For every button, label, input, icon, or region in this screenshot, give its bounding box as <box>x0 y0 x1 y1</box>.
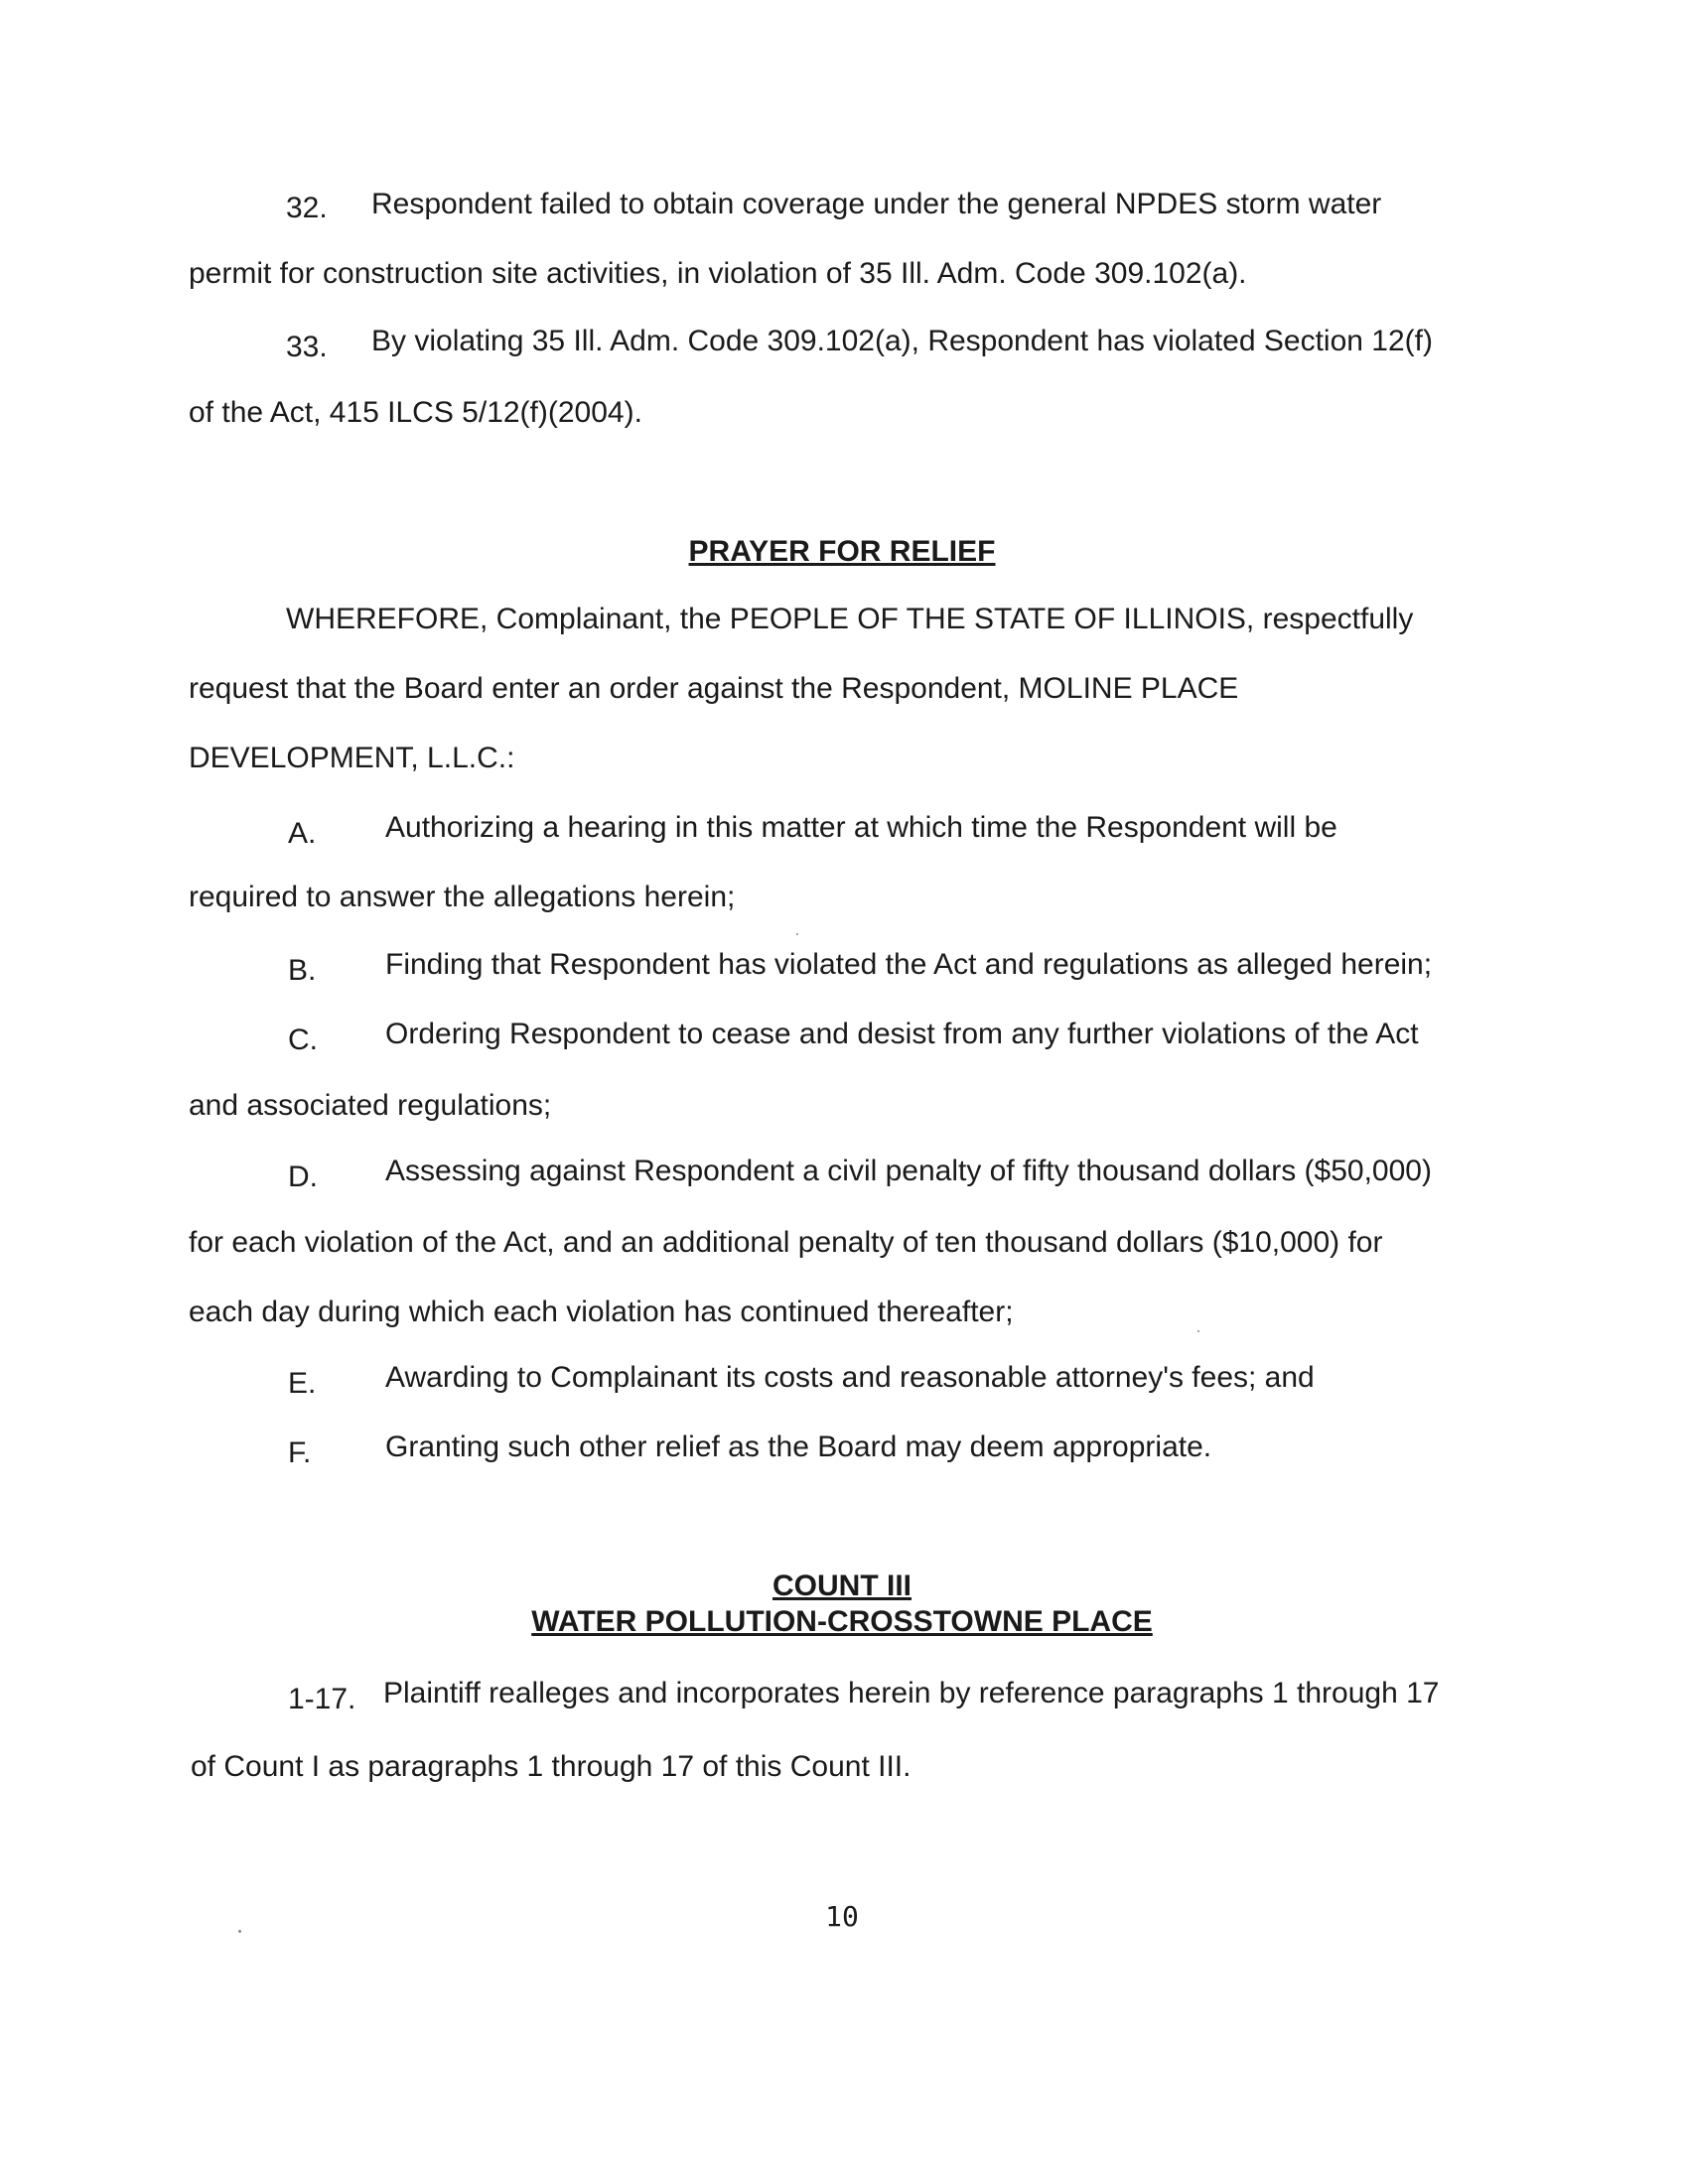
paragraph-text-line: Respondent failed to obtain coverage under the general NPDES storm water <box>371 188 1382 220</box>
item-text-line: Finding that Respondent has violated the Act and regulations as alleged herein; <box>385 948 1433 981</box>
scan-speck <box>1197 1330 1199 1332</box>
item-text-line: Awarding to Complainant its costs and reasonable attorney's fees; and <box>385 1361 1315 1394</box>
count-subheading: WATER POLLUTION-CROSSTOWNE PLACE <box>531 1605 1153 1638</box>
item-text-line: Assessing against Respondent a civil penalty of fifty thousand dollars ($50,000) <box>385 1155 1432 1187</box>
prayer-for-relief-heading: PRAYER FOR RELIEF <box>688 535 996 568</box>
scan-speck <box>238 1930 241 1933</box>
item-label: D. <box>288 1160 318 1193</box>
item-text-line: Ordering Respondent to cease and desist from any further violations of the Act <box>385 1018 1419 1050</box>
paragraph-text-line: of Count I as paragraphs 1 through 17 of this Count III. <box>191 1750 912 1783</box>
item-text-line: each day during which each violation has continued thereafter; <box>189 1296 1014 1328</box>
paragraph-text-line: request that the Board enter an order against the Respondent, MOLINE PLACE <box>189 672 1239 705</box>
item-label: B. <box>288 954 317 987</box>
paragraph-text-line: By violating 35 Ill. Adm. Code 309.102(a), Respondent has violated Section 12(f) <box>371 325 1433 357</box>
item-text-line: for each violation of the Act, and an additional penalty of ten thousand dollars ($10,000) for <box>189 1226 1383 1259</box>
item-label: C. <box>288 1024 318 1056</box>
paragraph-text-line: of the Act, 415 ILCS 5/12(f)(2004). <box>189 396 642 429</box>
paragraph-text-line: permit for construction site activities, in violation of 35 Ill. Adm. Code 309.102(a). <box>189 257 1247 290</box>
item-text-line: Granting such other relief as the Board may deem appropriate. <box>385 1431 1212 1463</box>
item-text-line: required to answer the allegations herein; <box>189 881 736 913</box>
item-text-line: and associated regulations; <box>189 1089 552 1122</box>
paragraph-text-line: WHEREFORE, Complainant, the PEOPLE OF THE STATE OF ILLINOIS, respectfully <box>286 603 1414 635</box>
paragraph-number: 33. <box>286 331 328 363</box>
scan-speck <box>796 933 798 935</box>
page-number: 10 <box>825 1900 859 1933</box>
item-text-line: Authorizing a hearing in this matter at which time the Respondent will be <box>385 811 1337 844</box>
paragraph-number: 32. <box>286 192 328 224</box>
paragraph-number: 1-17. <box>288 1683 356 1715</box>
item-label: E. <box>288 1367 317 1400</box>
count-heading: COUNT III <box>772 1570 912 1602</box>
item-label: F. <box>288 1436 312 1469</box>
paragraph-text-line: Plaintiff realleges and incorporates herein by reference paragraphs 1 through 17 <box>383 1677 1440 1709</box>
item-label: A. <box>288 817 317 850</box>
paragraph-text-line: DEVELOPMENT, L.L.C.: <box>189 742 515 774</box>
